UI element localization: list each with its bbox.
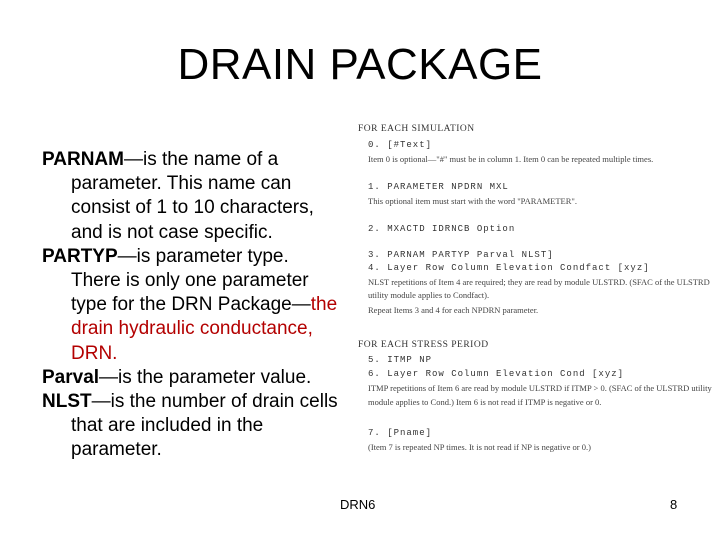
doc-line: 2. MXACTD IDRNCB Option [368,224,516,234]
bullet-term: PARNAM [42,149,124,170]
doc-line: FOR EACH STRESS PERIOD [358,340,489,350]
doc-line: (Item 7 is repeated NP times. It is not read if NP is negative or 0.) [368,442,591,452]
bullet-text: is the name of a parameter. This name can consist of 1 to 10 characters, and is not case specific. [71,149,314,243]
doc-line: 5. ITMP NP [368,355,433,365]
bullet-partyp [42,245,342,366]
bullet-list [42,148,342,463]
bullet-parnam [42,148,342,245]
doc-line: Repeat Items 3 and 4 for each NPDRN parameter. [368,305,539,315]
doc-line: FOR EACH SIMULATION [358,124,475,134]
slide-title: DRAIN PACKAGE [177,40,543,89]
doc-line: NLST repetitions of Item 4 are required; they are read by module ULSTRD. (SFAC of the ULSTRD [368,277,710,287]
doc-line: This optional item must start with the word "PARAMETER". [368,196,577,206]
bullet-sep: — [91,391,111,413]
input-instructions-excerpt [358,124,712,454]
doc-line: 7. [Pname] [368,428,433,438]
bullet-term: NLST [42,391,92,413]
doc-line: utility module applies to Condfact). [368,290,490,300]
bullet-text: is parameter type. There is only one parameter type for the DRN Package— [71,245,311,316]
footer-label: DRN6 [340,497,376,512]
doc-line: 4. Layer Row Column Elevation Condfact [xyz] [368,263,650,273]
bullet-highlight: the drain hydraulic conductance, DRN. [71,294,338,364]
bullet-text: is the number of drain cells that are included in the parameter. [71,391,338,461]
doc-line: module applies to Cond.) Item 6 is not read if ITMP is negative or 0. [368,397,602,407]
bullet-text: is the parameter value. [118,366,312,388]
bullet-sep: — [117,245,137,267]
bullet-sep: — [99,366,119,388]
bullet-sep: — [123,149,143,170]
doc-line: 6. Layer Row Column Elevation Cond [xyz] [368,369,625,379]
doc-line: 3. PARNAM PARTYP Parval NLST] [368,250,554,260]
doc-line: 0. [#Text] [368,140,433,150]
doc-line: ITMP repetitions of Item 6 are read by module ULSTRD if ITMP > 0. (SFAC of the ULSTRD utility [368,383,712,393]
doc-line: Item 0 is optional—"#" must be in column 1. Item 0 can be repeated multiple times. [368,154,654,164]
bullet-nlst [42,390,342,463]
page-number: 8 [670,497,678,512]
bullet-term: Parval [42,366,100,388]
bullet-parval [42,366,342,390]
bullet-term: PARTYP [42,245,118,267]
doc-line: 1. PARAMETER NPDRN MXL [368,182,509,192]
